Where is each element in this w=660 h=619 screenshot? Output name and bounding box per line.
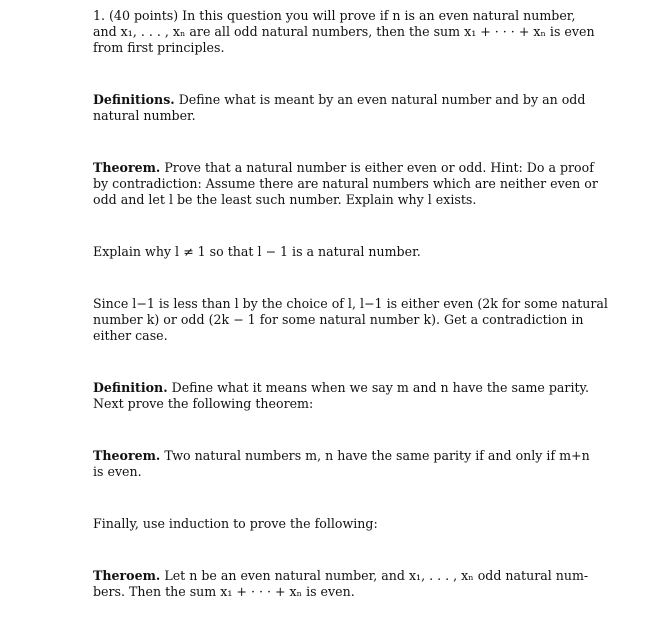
theorem-parity-paragraph xyxy=(93,448,590,480)
theorem1-heading: Theorem. xyxy=(93,160,161,175)
theroem-heading: Theroem. xyxy=(93,568,161,583)
definitions-text-1: Define what is meant by an even natural number and by an odd xyxy=(178,92,586,107)
theorem2-line-1 xyxy=(93,448,590,464)
definitions-paragraph xyxy=(93,92,586,124)
question-intro-line-2: and x₁, . . . , xₙ are all odd natural numbers, then the sum x₁ + · · · + xₙ is even xyxy=(93,24,595,39)
definitions-line-1 xyxy=(93,92,586,108)
theorem1-line-1 xyxy=(93,160,594,176)
theroem-line-1 xyxy=(93,568,589,584)
since-paragraph xyxy=(93,296,608,344)
theroem-line-2: bers. Then the sum x₁ + · · · + xₙ is even. xyxy=(93,584,355,599)
theorem1-text-1: Prove that a natural number is either even or odd. Hint: Do a proof xyxy=(164,160,594,175)
definitions-heading: Definitions. xyxy=(93,92,175,107)
finally-line-1: Finally, use induction to prove the following: xyxy=(93,516,378,531)
finally-paragraph xyxy=(93,516,553,532)
theorem1-line-3: odd and let l be the least such number. Explain why l exists. xyxy=(93,192,477,207)
since-line-3: either case. xyxy=(93,328,168,343)
since-line-2: number k) or odd (2k − 1 for some natural number k). Get a contradiction in xyxy=(93,312,584,327)
theroem-text-1: Let n be an even natural number, and x₁, . . . , xₙ odd natural num- xyxy=(164,568,589,583)
theorem-even-odd-paragraph xyxy=(93,160,598,208)
theorem2-heading: Theorem. xyxy=(93,448,161,463)
definitions-line-2: natural number. xyxy=(93,108,196,123)
definition2-heading: Definition. xyxy=(93,380,168,395)
definition2-line-1 xyxy=(93,380,589,396)
theorem2-text-1: Two natural numbers m, n have the same parity if and only if m+n xyxy=(164,448,590,463)
theroem-paragraph xyxy=(93,568,589,600)
theorem1-line-2: by contradiction: Assume there are natural numbers which are neither even or xyxy=(93,176,598,191)
question-intro xyxy=(93,8,595,56)
definition2-line-2: Next prove the following theorem: xyxy=(93,396,314,411)
explain-paragraph xyxy=(93,244,553,260)
explain-line-1: Explain why l ≠ 1 so that l − 1 is a natural number. xyxy=(93,244,421,259)
question-intro-line-1: 1. (40 points) In this question you will prove if n is an even natural number, xyxy=(93,8,576,23)
question-intro-line-3: from first principles. xyxy=(93,40,225,55)
definition-parity-paragraph xyxy=(93,380,589,412)
since-line-1: Since l−1 is less than l by the choice of l, l−1 is either even (2k for some natural xyxy=(93,296,608,311)
theorem2-line-2: is even. xyxy=(93,464,142,479)
definition2-text-1: Define what it means when we say m and n have the same parity. xyxy=(171,380,589,395)
